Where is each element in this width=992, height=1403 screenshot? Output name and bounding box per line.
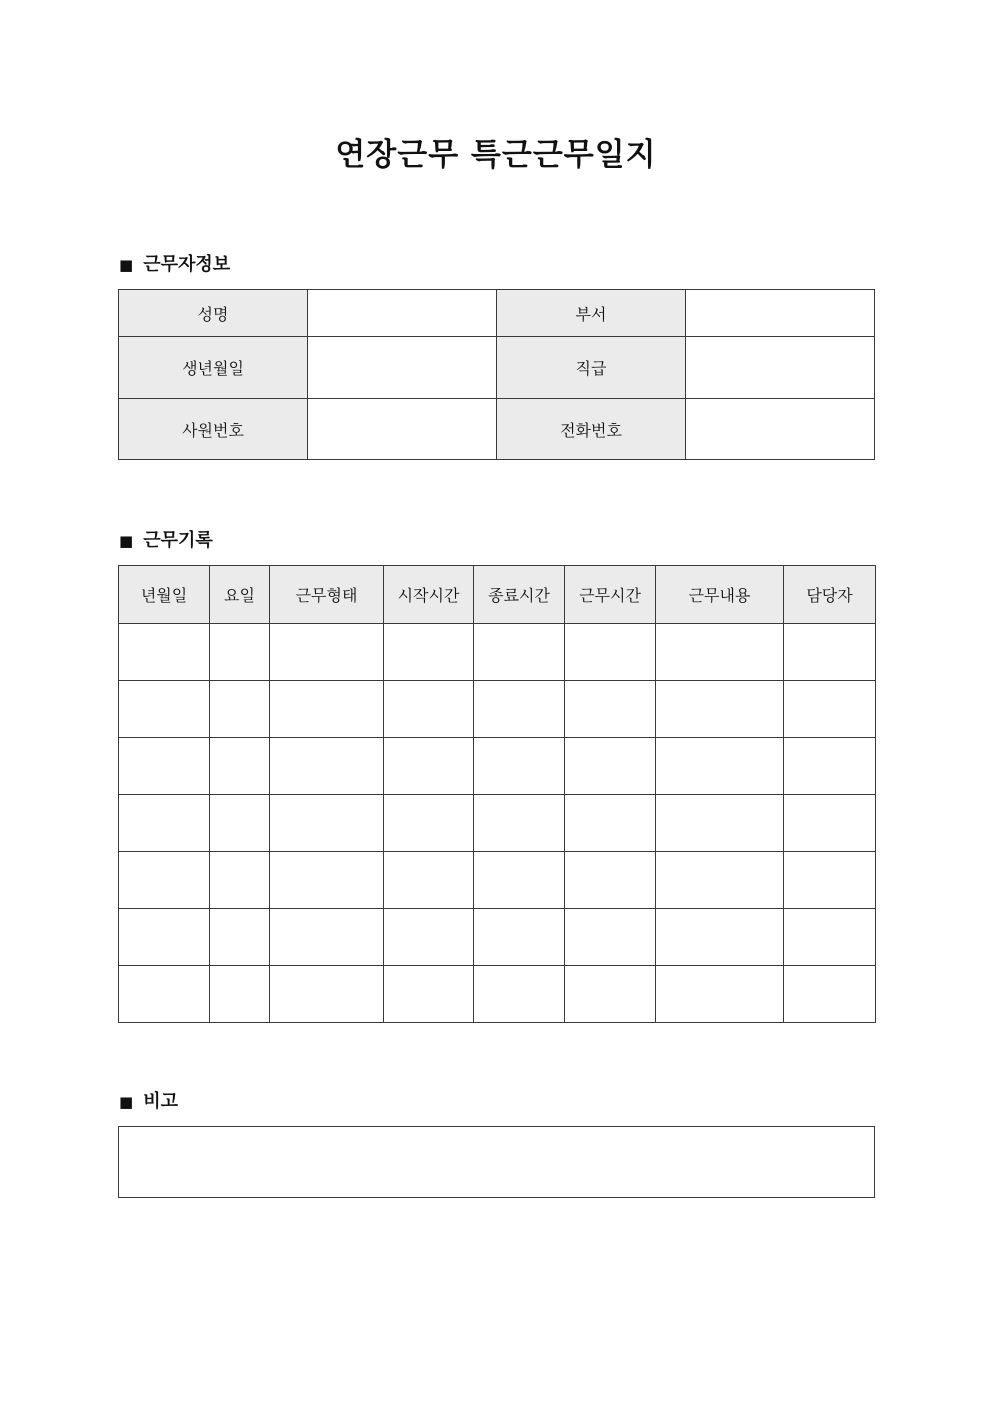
position-field[interactable]	[686, 337, 875, 399]
table-cell[interactable]	[656, 852, 784, 909]
table-cell[interactable]	[210, 624, 270, 681]
employee-id-label: 사원번호	[119, 399, 308, 460]
worker-info-table	[118, 289, 875, 460]
table-cell[interactable]	[119, 795, 210, 852]
table-row	[119, 738, 876, 795]
table-cell[interactable]	[270, 738, 384, 795]
table-cell[interactable]	[656, 966, 784, 1023]
table-cell[interactable]	[474, 795, 565, 852]
table-cell[interactable]	[384, 852, 474, 909]
table-cell[interactable]	[565, 795, 656, 852]
name-label: 성명	[119, 290, 308, 337]
table-cell[interactable]	[565, 852, 656, 909]
column-header-work-content: 근무내용	[656, 566, 784, 624]
square-bullet-icon: ■	[119, 256, 134, 274]
table-row	[119, 795, 876, 852]
table-cell[interactable]	[656, 909, 784, 966]
table-cell[interactable]	[210, 681, 270, 738]
table-cell[interactable]	[474, 624, 565, 681]
table-row	[119, 909, 876, 966]
name-field[interactable]	[308, 290, 497, 337]
work-record-heading-label: 근무기록	[143, 530, 213, 551]
table-cell[interactable]	[565, 909, 656, 966]
work-record-table	[118, 565, 876, 1023]
column-header-weekday: 요일	[210, 566, 270, 624]
remarks-field[interactable]	[118, 1126, 875, 1198]
department-field[interactable]	[686, 290, 875, 337]
worker-info-row	[119, 399, 875, 460]
column-header-work-type: 근무형태	[270, 566, 384, 624]
table-cell[interactable]	[384, 966, 474, 1023]
remarks-heading	[119, 1090, 178, 1114]
phone-label: 전화번호	[497, 399, 686, 460]
work-record-heading	[119, 529, 213, 553]
table-cell[interactable]	[270, 909, 384, 966]
table-cell[interactable]	[565, 681, 656, 738]
table-cell[interactable]	[474, 852, 565, 909]
worker-info-row	[119, 290, 875, 337]
table-row	[119, 966, 876, 1023]
table-cell[interactable]	[119, 738, 210, 795]
table-cell[interactable]	[474, 966, 565, 1023]
table-cell[interactable]	[270, 624, 384, 681]
worker-info-heading-label: 근무자정보	[143, 254, 231, 275]
table-cell[interactable]	[474, 681, 565, 738]
table-cell[interactable]	[656, 624, 784, 681]
worker-info-row	[119, 337, 875, 399]
table-cell[interactable]	[119, 852, 210, 909]
table-row	[119, 681, 876, 738]
table-cell[interactable]	[565, 624, 656, 681]
table-cell[interactable]	[270, 966, 384, 1023]
table-cell[interactable]	[210, 795, 270, 852]
table-cell[interactable]	[656, 795, 784, 852]
table-cell[interactable]	[784, 738, 876, 795]
table-cell[interactable]	[210, 966, 270, 1023]
table-cell[interactable]	[119, 624, 210, 681]
birthdate-label: 생년월일	[119, 337, 308, 399]
square-bullet-icon: ■	[119, 1093, 134, 1111]
table-cell[interactable]	[384, 795, 474, 852]
column-header-end-time: 종료시간	[474, 566, 565, 624]
table-cell[interactable]	[384, 738, 474, 795]
column-header-work-hours: 근무시간	[565, 566, 656, 624]
table-row	[119, 624, 876, 681]
table-cell[interactable]	[270, 795, 384, 852]
remarks-heading-label: 비고	[143, 1091, 178, 1112]
table-cell[interactable]	[784, 852, 876, 909]
worker-info-heading	[119, 253, 230, 277]
department-label: 부서	[497, 290, 686, 337]
table-cell[interactable]	[210, 852, 270, 909]
position-label: 직급	[497, 337, 686, 399]
table-cell[interactable]	[784, 681, 876, 738]
table-header-row	[119, 566, 876, 624]
birthdate-field[interactable]	[308, 337, 497, 399]
table-cell[interactable]	[270, 681, 384, 738]
table-cell[interactable]	[384, 909, 474, 966]
table-cell[interactable]	[119, 909, 210, 966]
table-cell[interactable]	[384, 681, 474, 738]
page-title: 연장근무 특근근무일지	[335, 137, 657, 173]
table-cell[interactable]	[784, 966, 876, 1023]
table-cell[interactable]	[656, 738, 784, 795]
column-header-date: 년월일	[119, 566, 210, 624]
table-cell[interactable]	[474, 909, 565, 966]
column-header-manager: 담당자	[784, 566, 876, 624]
table-cell[interactable]	[210, 909, 270, 966]
table-row	[119, 852, 876, 909]
square-bullet-icon: ■	[119, 532, 134, 550]
table-cell[interactable]	[119, 681, 210, 738]
table-cell[interactable]	[784, 624, 876, 681]
table-cell[interactable]	[784, 909, 876, 966]
employee-id-field[interactable]	[308, 399, 497, 460]
table-cell[interactable]	[565, 966, 656, 1023]
table-cell[interactable]	[210, 738, 270, 795]
table-cell[interactable]	[656, 681, 784, 738]
table-cell[interactable]	[565, 738, 656, 795]
column-header-start-time: 시작시간	[384, 566, 474, 624]
table-cell[interactable]	[474, 738, 565, 795]
table-cell[interactable]	[784, 795, 876, 852]
table-cell[interactable]	[270, 852, 384, 909]
table-cell[interactable]	[384, 624, 474, 681]
table-cell[interactable]	[119, 966, 210, 1023]
phone-field[interactable]	[686, 399, 875, 460]
